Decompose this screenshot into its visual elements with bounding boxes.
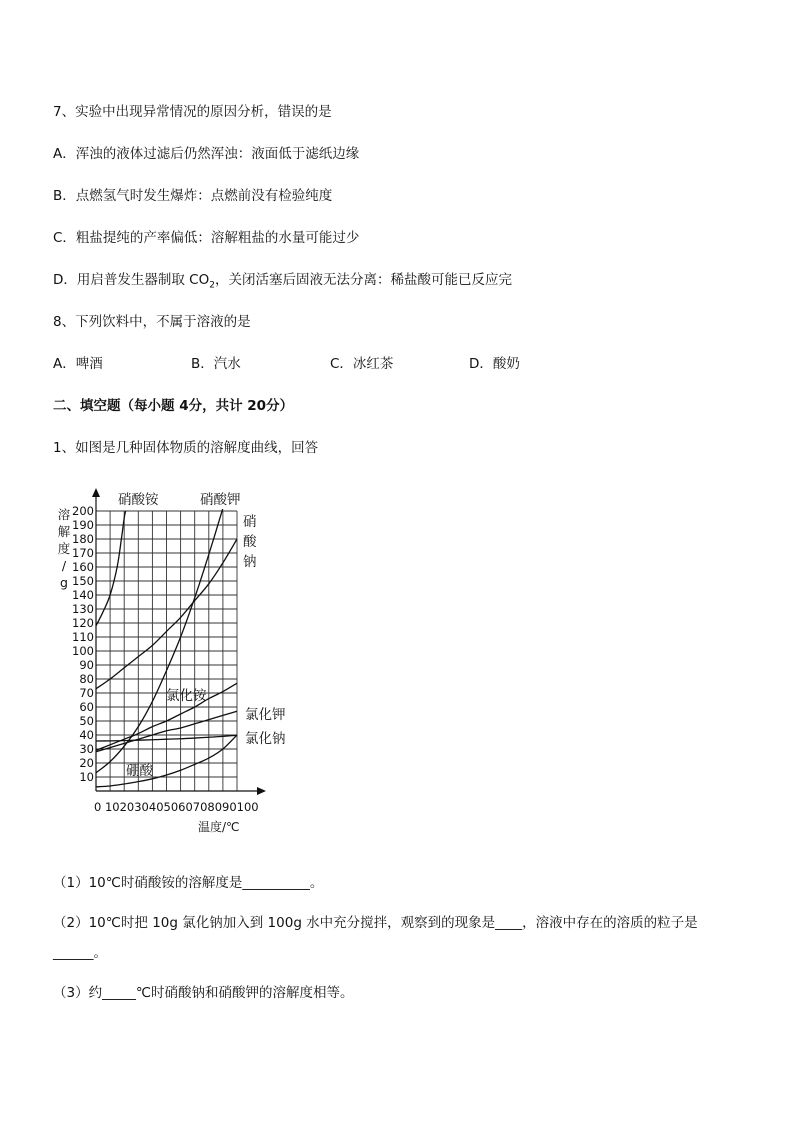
fill-subquestion-1: （1）10℃时硝酸铵的溶解度是__________。	[53, 875, 324, 891]
series-label-硝酸钠: 硝	[243, 514, 257, 530]
y-tick-label: 100	[72, 644, 94, 658]
y-tick-label: 190	[72, 518, 94, 532]
fill-subquestion-2-line-1: （2）10℃时把 10g 氯化钠加入到 100g 水中充分搅拌，观察到的现象是____，溶液中存在的溶质的粒子是	[53, 915, 698, 931]
question-7-option-a: A．浑浊的液体过滤后仍然浑浊：液面低于滤纸边缘	[53, 146, 360, 162]
y-tick-label: 90	[79, 658, 94, 672]
fill-subquestion-3: （3）约_____℃时硝酸钠和硝酸钾的溶解度相等。	[53, 985, 354, 1001]
curve-硝酸钾	[96, 483, 230, 773]
series-label-氯化钾: 氯化钾	[245, 707, 286, 723]
question-8-option-d: D．酸奶	[469, 356, 520, 372]
y-tick-label: 110	[72, 630, 94, 644]
y-axis-label-char: g	[60, 575, 68, 590]
y-axis-label	[58, 507, 71, 590]
fill-question-1-stem: 1、如图是几种固体物质的溶解度曲线，回答	[53, 440, 319, 456]
question-8-option-b: B．汽水	[191, 356, 241, 372]
y-tick-label: 200	[72, 504, 94, 518]
question-8-option-c: C．冰红茶	[330, 356, 394, 372]
y-axis-label-char: /	[61, 558, 67, 573]
series-label-硝酸钠: 钠	[243, 554, 257, 570]
section-title: 二、填空题（每小题 4分，共计 20分）	[53, 398, 294, 414]
y-tick-label: 20	[79, 756, 94, 770]
question-7-option-b: B．点燃氢气时发生爆炸：点燃前没有检验纯度	[53, 188, 333, 204]
co2-subscript: 2	[209, 280, 215, 291]
option-d-prefix: D．用启普发生器制取 CO	[53, 272, 210, 288]
series-label-氯化钠: 氯化钠	[245, 731, 286, 747]
y-tick-label: 50	[79, 714, 94, 728]
y-tick-label: 150	[72, 574, 94, 588]
y-tick-label: 130	[72, 602, 94, 616]
series-label-硝酸钠: 酸	[243, 534, 257, 550]
solubility-chart	[50, 480, 310, 840]
y-tick-label: 160	[72, 560, 94, 574]
question-8-stem: 8、下列饮料中，不属于溶液的是	[53, 314, 251, 330]
y-axis-label-char: 溶	[57, 507, 71, 522]
question-7-option-c: C．粗盐提纯的产率偏低：溶解粗盐的水量可能过少	[53, 230, 360, 246]
y-tick-label: 170	[72, 546, 94, 560]
x-tick-labels: 0 102030405060708090100	[94, 800, 259, 814]
question-8-option-a: A．啤酒	[53, 356, 103, 372]
y-tick-label: 60	[79, 700, 94, 714]
y-tick-labels	[72, 504, 94, 784]
y-tick-label: 180	[72, 532, 94, 546]
question-7-option-d	[53, 268, 512, 291]
y-tick-label: 120	[72, 616, 94, 630]
y-tick-label: 10	[79, 770, 94, 784]
series-label-硼酸: 硼酸	[126, 763, 153, 779]
fill-subquestion-2-line-2: ______。	[53, 945, 107, 961]
y-axis-label-char: 度	[57, 541, 71, 556]
y-tick-label: 80	[79, 672, 94, 686]
series-label-氯化铵: 氯化铵	[166, 688, 207, 704]
y-axis-label-char: 解	[57, 524, 71, 539]
series-label-硝酸铵: 硝酸铵	[118, 492, 159, 508]
series-label-硝酸钾: 硝酸钾	[200, 492, 241, 508]
y-tick-label: 30	[79, 742, 94, 756]
series-labels	[118, 491, 286, 779]
x-axis-label: 温度/℃	[198, 820, 240, 834]
y-axis-arrow	[92, 488, 100, 497]
y-tick-label: 70	[79, 686, 94, 700]
question-7-stem: 7、实验中出现异常情况的原因分析，错误的是	[53, 104, 332, 120]
option-d-suffix: ，关闭活塞后固液无法分离：稀盐酸可能已反应完	[214, 272, 512, 288]
x-axis-arrow	[257, 787, 266, 795]
y-tick-label: 40	[79, 728, 94, 742]
chart-grid	[96, 511, 237, 791]
y-tick-label: 140	[72, 588, 94, 602]
